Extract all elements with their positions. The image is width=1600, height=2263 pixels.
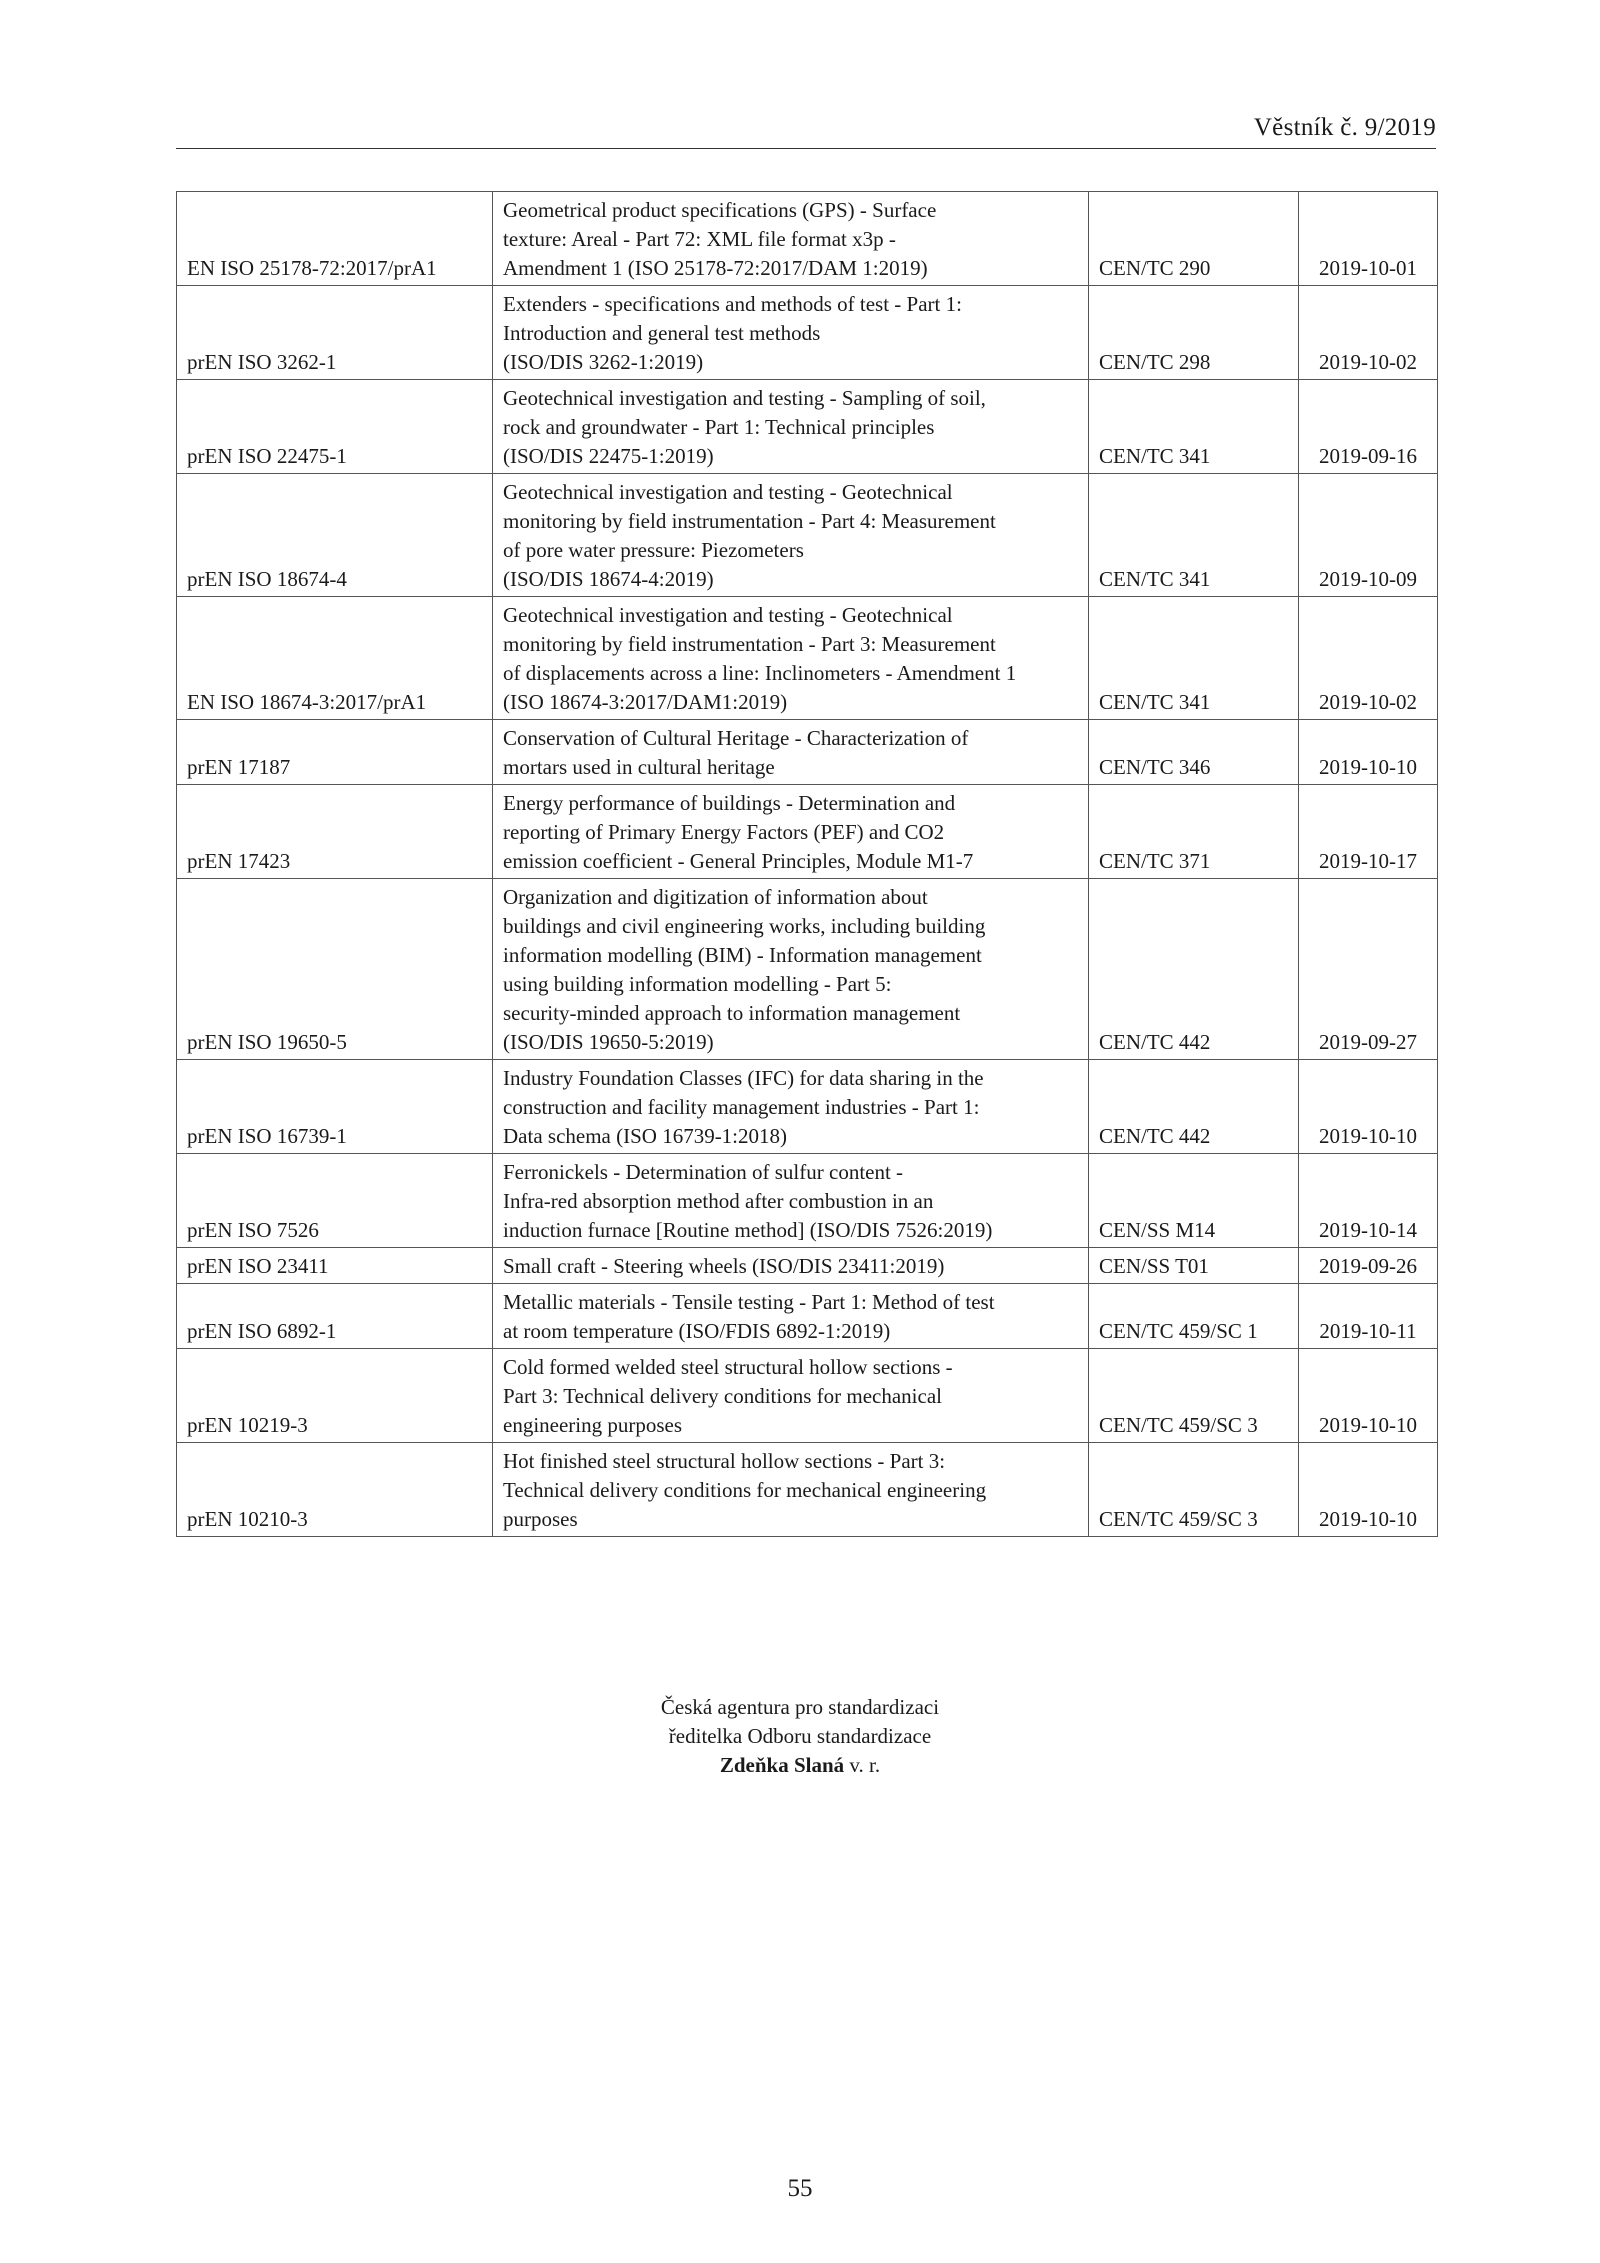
standard-code-cell: prEN ISO 19650-5: [177, 879, 493, 1060]
table-row: [177, 879, 1438, 1060]
table-row: [177, 1284, 1438, 1349]
page-number: 55: [787, 2175, 813, 2202]
technical-committee-cell: CEN/TC 459/SC 3: [1089, 1443, 1299, 1537]
deadline-date-cell: 2019-10-11: [1299, 1284, 1438, 1349]
standard-title-cell: Energy performance of buildings - Determination and reporting of Primary Energy Factors (PEF) and CO2 emission coefficient - General Principles, Module M1-7: [493, 785, 1089, 879]
deadline-date-cell: 2019-09-26: [1299, 1248, 1438, 1284]
deadline-date-cell: 2019-10-10: [1299, 1060, 1438, 1154]
technical-committee-cell: CEN/TC 341: [1089, 597, 1299, 720]
standard-code-cell: prEN ISO 16739-1: [177, 1060, 493, 1154]
standard-code-cell: prEN ISO 7526: [177, 1154, 493, 1248]
standard-title-cell: Small craft - Steering wheels (ISO/DIS 23411:2019): [493, 1248, 1089, 1284]
standard-code-cell: prEN ISO 22475-1: [177, 380, 493, 474]
signatory-suffix: v. r.: [844, 1753, 881, 1777]
standard-title-cell: Industry Foundation Classes (IFC) for data sharing in the construction and facility management industries - Part 1: Data schema (ISO 16739-1:2018): [493, 1060, 1089, 1154]
standard-code-cell: prEN ISO 23411: [177, 1248, 493, 1284]
table-row: [177, 286, 1438, 380]
standard-title-cell: Hot finished steel structural hollow sections - Part 3: Technical delivery conditions for mechanical engineering purposes: [493, 1443, 1089, 1537]
table-row: [177, 474, 1438, 597]
standard-code-cell: EN ISO 18674-3:2017/prA1: [177, 597, 493, 720]
deadline-date-cell: 2019-10-09: [1299, 474, 1438, 597]
standard-title-cell: Geotechnical investigation and testing - Geotechnical monitoring by field instrumentation - Part 3: Measurement of displacements across a line: Inclinometers - Amendment 1 (ISO 18674-3:2017/DAM1:2019): [493, 597, 1089, 720]
standard-code-cell: prEN ISO 18674-4: [177, 474, 493, 597]
deadline-date-cell: 2019-10-10: [1299, 720, 1438, 785]
standard-title-cell: Metallic materials - Tensile testing - Part 1: Method of test at room temperature (ISO/FDIS 6892-1:2019): [493, 1284, 1089, 1349]
table-row: [177, 1060, 1438, 1154]
technical-committee-cell: CEN/SS T01: [1089, 1248, 1299, 1284]
standard-title-cell: Ferronickels - Determination of sulfur content - Infra-red absorption method after combustion in an induction furnace [Routine method] (ISO/DIS 7526:2019): [493, 1154, 1089, 1248]
standard-title-cell: Geotechnical investigation and testing - Sampling of soil, rock and groundwater - Part 1: Technical principles (ISO/DIS 22475-1:2019): [493, 380, 1089, 474]
standard-title-cell: Organization and digitization of information about buildings and civil engineering works, including building information modelling (BIM) - Information management using building information modelling - Part 5: security-minded approach to information management (ISO/DIS 19650-5:2019): [493, 879, 1089, 1060]
technical-committee-cell: CEN/TC 442: [1089, 879, 1299, 1060]
standard-code-cell: prEN ISO 3262-1: [177, 286, 493, 380]
technical-committee-cell: CEN/TC 459/SC 3: [1089, 1349, 1299, 1443]
standard-title-cell: Geotechnical investigation and testing - Geotechnical monitoring by field instrumentation - Part 4: Measurement of pore water pressure: Piezometers (ISO/DIS 18674-4:2019): [493, 474, 1089, 597]
deadline-date-cell: 2019-10-02: [1299, 597, 1438, 720]
table-row: [177, 720, 1438, 785]
standard-code-cell: EN ISO 25178-72:2017/prA1: [177, 192, 493, 286]
technical-committee-cell: CEN/TC 459/SC 1: [1089, 1284, 1299, 1349]
deadline-date-cell: 2019-10-17: [1299, 785, 1438, 879]
technical-committee-cell: CEN/TC 290: [1089, 192, 1299, 286]
agency-name: Česká agentura pro standardizaci: [660, 1695, 940, 1719]
technical-committee-cell: CEN/TC 371: [1089, 785, 1299, 879]
standard-title-cell: Geometrical product specifications (GPS) - Surface texture: Areal - Part 72: XML file format x3p - Amendment 1 (ISO 25178-72:2017/DAM 1:2019): [493, 192, 1089, 286]
technical-committee-cell: CEN/SS M14: [1089, 1154, 1299, 1248]
standard-code-cell: prEN 10219-3: [177, 1349, 493, 1443]
standards-table-body: [177, 192, 1438, 1537]
standard-title-cell: Extenders - specifications and methods of test - Part 1: Introduction and general test methods (ISO/DIS 3262-1:2019): [493, 286, 1089, 380]
table-row: [177, 192, 1438, 286]
table-row: [177, 1443, 1438, 1537]
standard-title-cell: Conservation of Cultural Heritage - Characterization of mortars used in cultural heritage: [493, 720, 1089, 785]
table-row: [177, 380, 1438, 474]
standard-code-cell: prEN 17423: [177, 785, 493, 879]
technical-committee-cell: CEN/TC 341: [1089, 380, 1299, 474]
standards-table: [176, 191, 1438, 1537]
table-row: [177, 1248, 1438, 1284]
technical-committee-cell: CEN/TC 341: [1089, 474, 1299, 597]
signatory-line: [0, 1751, 1600, 1780]
technical-committee-cell: CEN/TC 298: [1089, 286, 1299, 380]
publication-title: Věstník č. 9/2019: [1253, 114, 1436, 141]
table-row: [177, 1154, 1438, 1248]
signatory-name: Zdeňka Slaná: [719, 1753, 845, 1777]
table-row: [177, 597, 1438, 720]
page-header: [176, 112, 1436, 149]
table-row: [177, 1349, 1438, 1443]
deadline-date-cell: 2019-09-27: [1299, 879, 1438, 1060]
standard-code-cell: prEN ISO 6892-1: [177, 1284, 493, 1349]
standard-code-cell: prEN 17187: [177, 720, 493, 785]
deadline-date-cell: 2019-09-16: [1299, 380, 1438, 474]
standard-title-cell: Cold formed welded steel structural hollow sections - Part 3: Technical delivery conditions for mechanical engineering purposes: [493, 1349, 1089, 1443]
deadline-date-cell: 2019-10-02: [1299, 286, 1438, 380]
technical-committee-cell: CEN/TC 346: [1089, 720, 1299, 785]
deadline-date-cell: 2019-10-10: [1299, 1349, 1438, 1443]
signatory-position: ředitelka Odboru standardizace: [668, 1724, 932, 1748]
standard-code-cell: prEN 10210-3: [177, 1443, 493, 1537]
deadline-date-cell: 2019-10-14: [1299, 1154, 1438, 1248]
signature-block: [0, 1693, 1600, 1780]
deadline-date-cell: 2019-10-01: [1299, 192, 1438, 286]
table-row: [177, 785, 1438, 879]
technical-committee-cell: CEN/TC 442: [1089, 1060, 1299, 1154]
deadline-date-cell: 2019-10-10: [1299, 1443, 1438, 1537]
